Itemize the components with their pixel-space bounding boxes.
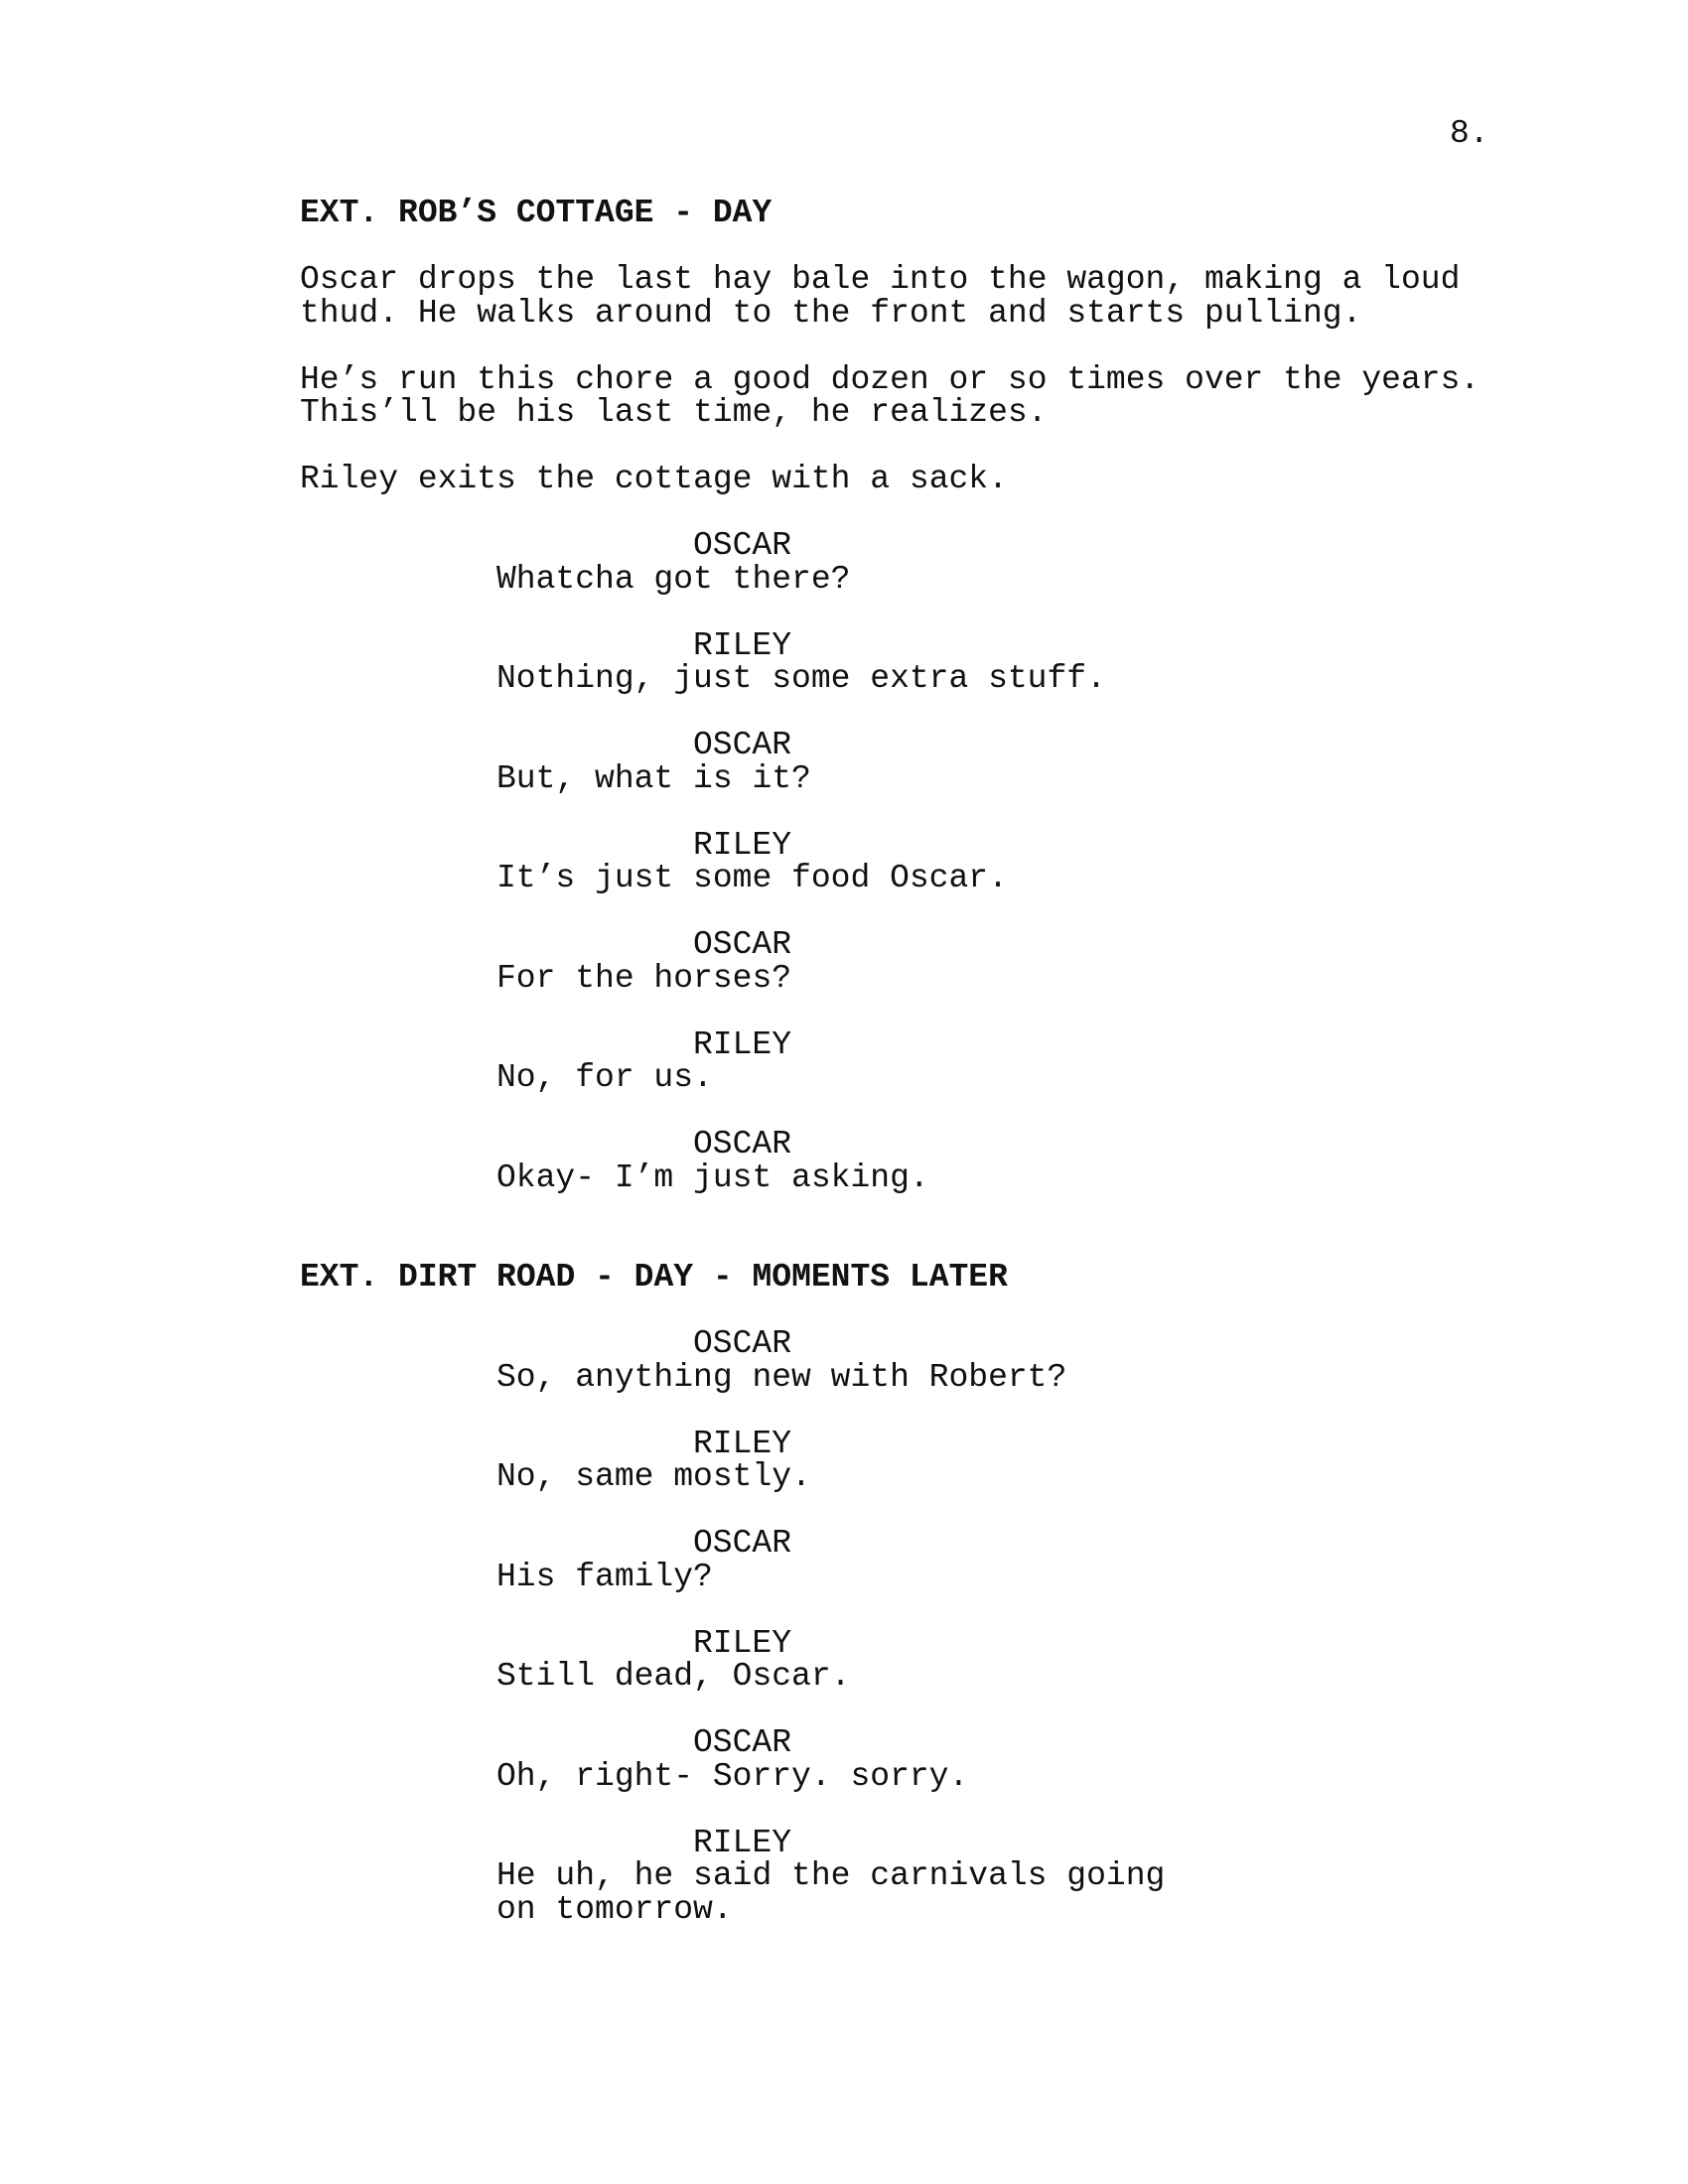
dialogue-block [300,1327,1541,1394]
dialogue-block [300,1025,1541,1096]
dialogue-block [300,1624,1541,1695]
dialogue-block [300,1527,1541,1593]
action-paragraph [300,463,1541,496]
dialogue-block [300,1824,1541,1928]
dialogue-line: Okay- I’m just asking. [496,1159,929,1196]
dialogue-line: Nothing, just some extra stuff. [496,660,1106,697]
dialogue-line: He uh, he said the carnivals going [496,1857,1166,1894]
character-name: OSCAR [693,1525,792,1562]
dialogue-line: on tomorrow. [496,1890,733,1928]
dialogue-line: Oh, right- Sorry. sorry. [496,1757,969,1795]
action-paragraph [300,263,1541,330]
dialogue-block [300,1128,1541,1194]
action-line: He’s run this chore a good dozen or so times over the years. [300,360,1480,398]
scene-spacer [300,1228,1541,1262]
dialogue-line: Still dead, Oscar. [496,1658,851,1695]
action-line: This’ll be his last time, he realizes. [300,394,1048,431]
character-name: OSCAR [693,1325,792,1362]
dialogue-line: For the horses? [496,959,792,997]
dialogue-block [300,1425,1541,1495]
dialogue-line: His family? [496,1558,713,1595]
dialogue-block [300,626,1541,697]
scene-heading: EXT. DIRT ROAD - DAY - MOMENTS LATER [300,1259,1008,1296]
dialogue-block [300,1726,1541,1793]
character-name: RILEY [693,826,792,864]
dialogue-block [300,729,1541,795]
character-name: RILEY [693,626,792,664]
dialogue-line: Whatcha got there? [496,560,851,598]
action-paragraph [300,360,1541,431]
action-line: thud. He walks around to the front and starts pulling. [300,294,1362,332]
character-name: OSCAR [693,527,792,564]
character-name: OSCAR [693,727,792,763]
dialogue-line: But, what is it? [496,759,811,797]
dialogue-line: So, anything new with Robert? [496,1358,1067,1396]
character-name: OSCAR [693,1126,792,1162]
dialogue-block [300,826,1541,896]
character-name: RILEY [693,1824,792,1861]
screenplay-body [300,197,1541,1960]
dialogue-block [300,529,1541,596]
dialogue-block [300,928,1541,995]
action-line: Oscar drops the last hay bale into the wagon, making a loud [300,261,1461,298]
character-name: RILEY [693,1624,792,1662]
character-name: OSCAR [693,1724,792,1761]
character-name: RILEY [693,1425,792,1462]
character-name: RILEY [693,1025,792,1063]
dialogue-line: No, same mostly. [496,1458,811,1495]
dialogue-line: No, for us. [496,1059,713,1096]
dialogue-line: It’s just some food Oscar. [496,860,1008,896]
action-line: Riley exits the cottage with a sack. [300,461,1008,497]
page-number: 8. [1450,115,1489,152]
scene-heading: EXT. ROB’S COTTAGE - DAY [300,195,773,231]
character-name: OSCAR [693,926,792,963]
